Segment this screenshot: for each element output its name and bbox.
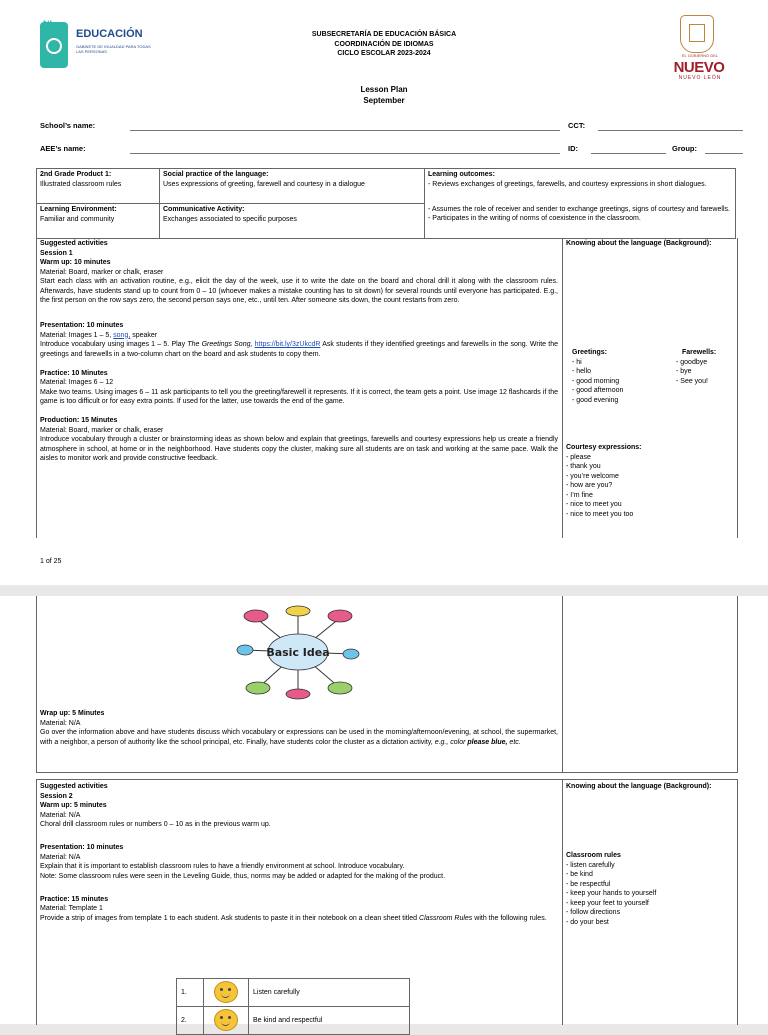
presentation-title: Presentation: 10 minutes [40, 322, 124, 329]
warmup-text-2: Choral drill classroom rules or numbers 0 – 10 as in the previous warm up. [40, 821, 271, 828]
rule-item: - be kind [566, 871, 593, 878]
aee-name-field[interactable] [130, 153, 560, 154]
classroom-rules-label: Classroom rules [566, 852, 621, 859]
header-line-3: CICLO ESCOLAR 2023-2024 [337, 50, 431, 57]
presentation-text-b: Ask students if they identified greetings and farewells in the song. Write the greetings and farewells in a two-column chart on the board and ask students to copy them. [40, 341, 559, 358]
header-line-2: COORDINACIÓN DE IDIOMAS [334, 40, 434, 48]
rule-text: Be kind and respectful [249, 1007, 410, 1035]
presentation-text-2: Explain that it is important to establish classroom rules to have a friendly environment at school. Introduce vocabulary. [40, 863, 405, 870]
rule-image-cell [204, 1007, 249, 1035]
learning-outcomes-cont-cell [425, 204, 736, 239]
group-field[interactable] [705, 153, 743, 154]
gov-logo-text: NUEVO [673, 59, 725, 76]
warmup-text: Start each class with an activation routine, e.g., elicit the day of the week, use it to write the date on the board and choral drill it along with the classroom rules. Afterwards, have students stand up to count from 0 – 10 (whoever makes a mistake counting has to sit down) for several rounds until everyone has participated. E.g., the first person on the row says zero, the second person says one, etc., until ten. After someone sits down, the count restarts from zero. [40, 278, 558, 304]
rule-item: - keep your feet to yourself [566, 899, 649, 907]
presentation-title-2: Presentation: 10 minutes [40, 844, 124, 851]
rule-number: 1. [177, 979, 204, 1007]
production-title: Production: 15 Minutes [40, 417, 118, 424]
learning-outcomes-cell [425, 169, 736, 204]
wrapup-material: Material: N/A [40, 719, 81, 727]
outcome-1: - Reviews exchanges of greetings, farewells, and courtesy expressions in short dialogues. [428, 180, 707, 188]
social-practice-cell [160, 169, 425, 204]
smiling-emoji-icon [214, 1009, 238, 1031]
month-title: September [363, 96, 405, 105]
wrapup-text [40, 728, 558, 747]
listening-emoji-icon [214, 981, 238, 1003]
learning-outcomes-label: Learning outcomes: [428, 171, 495, 178]
presentation-material-2: Material: N/A [40, 853, 81, 861]
production-material: Material: Board, marker or chalk, eraser [40, 426, 164, 434]
rule-text: Listen carefully [249, 979, 410, 1007]
rules-table [176, 978, 410, 1035]
practice-text-2-b: with the following rules. [474, 914, 547, 922]
presentation-text [40, 340, 558, 359]
practice-material-2: Material: Template 1 [40, 905, 103, 912]
gov-state-text: NUEVO LEÓN [678, 75, 722, 81]
rule-item: - do your best [566, 918, 609, 926]
rule-item: - listen carefully [566, 861, 615, 869]
courtesy-item: - how are you? [566, 482, 613, 489]
classroom-rules-list [566, 851, 732, 927]
environment-cell [37, 204, 160, 239]
practice-text: Make two teams. Using images 6 – 11 ask participants to tell you the greeting/farewell it represents. If it is correct, the team gets a point. Use image 12 flashcards if the game is too difficult or for easy extra points. If used for the latter, use towards the end of the game. [40, 388, 558, 405]
session-2-activities [40, 782, 558, 923]
greetings-label: Greetings: [572, 349, 608, 356]
session-1-label: Session 1 [40, 249, 73, 257]
aee-name-label: AEE’s name: [40, 144, 86, 153]
product-value: Illustrated classroom rules [40, 180, 122, 188]
courtesy-item: - you’re welcome [566, 472, 619, 480]
outcome-3: - Participates in the writing of norms of coexistence in the classroom. [428, 215, 641, 222]
communicative-activity-cell [160, 204, 425, 239]
document-title [300, 84, 468, 106]
background-1 [566, 239, 732, 249]
wrapup-text-eg: e.g., color [434, 738, 466, 746]
farewell-item: - bye [676, 368, 692, 375]
activities-heading-2: Suggested activities [40, 783, 108, 790]
farewell-item: - goodbye [676, 358, 708, 366]
wrapup-background-column [562, 596, 738, 773]
warmup-title-2: Warm up: 5 minutes [40, 802, 107, 809]
practice-text-2 [40, 914, 558, 924]
background-heading-2: Knowing about the language (Background): [566, 783, 712, 790]
social-practice-value: Uses expressions of greeting, farewell and courtesy in a dialogue [163, 180, 365, 188]
courtesy-item: - nice to meet you too [566, 510, 634, 518]
header-line-1: SUBSECRETARÍA DE EDUCACIÓN BÁSICA [311, 31, 457, 38]
production-text: Introduce vocabulary through a cluster or brainstorming ideas as shown below and explain that greetings, farewells and courtesy expressions help us create a friendly atmosphere in school, at home or in the neighborhood. Have students copy the cluster, making sure all students are on task and working at the same pace. Walk the aisles to monitor work and provide constructive feedback. [40, 436, 558, 462]
cct-label: CCT: [568, 121, 586, 130]
rule-item: - be respectful [566, 880, 611, 888]
greetings-list [572, 348, 662, 405]
rule-image-cell [204, 979, 249, 1007]
outcome-2: - Assumes the role of receiver and sender to exchange greetings, signs of courtesy and farewells. [428, 205, 730, 213]
presentation-material [40, 331, 558, 341]
presentation-material-speaker: speaker [132, 331, 158, 339]
courtesy-item: - I’m fine [566, 491, 593, 499]
rule-item: - follow directions [566, 909, 621, 916]
communicative-activity-value: Exchanges associated to specific purposes [163, 215, 297, 223]
practice-title-2: Practice: 15 minutes [40, 895, 109, 903]
page-number: 1 of 25 [40, 558, 62, 565]
presentation-material-text: Material: Images 1 – 5, [40, 331, 112, 339]
school-name-label: School’s name: [40, 121, 96, 130]
greeting-item: - hi [572, 358, 582, 366]
session-2-label: Session 2 [40, 792, 73, 800]
activities-heading: Suggested activities [40, 240, 108, 247]
basic-idea-label: Basic Idea [266, 646, 330, 659]
practice-material: Material: Images 6 – 12 [40, 379, 114, 386]
courtesy-item: - please [566, 453, 591, 461]
id-label: ID: [568, 144, 578, 153]
courtesy-list [566, 443, 732, 519]
greeting-item: - good morning [572, 377, 620, 385]
farewell-item: - See you! [676, 377, 708, 385]
warmup-material: Material: Board, marker or chalk, eraser [40, 268, 164, 276]
institution-header [250, 30, 518, 59]
cct-field[interactable] [598, 130, 743, 131]
environment-value: Familiar and community [40, 215, 115, 223]
table-row [177, 979, 410, 1007]
greeting-item: - good afternoon [572, 387, 624, 394]
school-name-field[interactable] [130, 130, 560, 131]
presentation-text-a: Introduce vocabulary using images 1 – 5. Play [40, 341, 186, 348]
song-url-link[interactable]: https://bit.ly/3zUkcdR [254, 341, 321, 348]
courtesy-label: Courtesy expressions: [566, 444, 642, 451]
wrapup-section [40, 709, 558, 747]
info-table [36, 168, 736, 239]
warmup-material-2: Material: N/A [40, 811, 81, 819]
background-2 [566, 782, 732, 792]
warmup-title: Warm up: 10 minutes [40, 259, 111, 266]
presentation-note-2: Note: Some classroom rules were seen in the Leveling Guide, thus, norms may be added or adapted for the making of the product. [40, 872, 446, 880]
group-label: Group: [672, 144, 697, 153]
greeting-item: - good evening [572, 396, 619, 404]
wrapup-text-bold: please blue, [467, 738, 508, 746]
communicative-activity-label: Communicative Activity: [163, 206, 245, 213]
product-cell [37, 169, 160, 204]
wrapup-title: Wrap up: 5 Minutes [40, 710, 105, 717]
logo-subtitle: GABINETE DE IGUALDAD PARA TODAS LAS PERSONAS [76, 44, 151, 54]
logo-title: EDUCACIÓN [76, 28, 143, 40]
basic-idea-cluster-image [236, 604, 360, 700]
song-link[interactable]: song, [113, 331, 131, 339]
environment-label: Learning Environment: [40, 206, 117, 213]
courtesy-item: - nice to meet you [566, 501, 622, 508]
lesson-plan-title: Lesson Plan [360, 85, 408, 94]
rule-number: 2. [177, 1007, 204, 1035]
wrapup-text-a: Go over the information above and have students discuss which vocabulary or expressions can be used in the morning/afternoon/evening, at school, the supermarket, with a neighbor, a person of authority like the school principal, etc. Finally, have students color the cluster as a dictation activity, [40, 729, 558, 746]
farewells-label: Farewells: [682, 349, 717, 356]
greeting-item: - hello [572, 368, 592, 375]
logo-nl: NL [43, 19, 55, 29]
wrapup-text-etc: etc. [509, 738, 521, 746]
courtesy-item: - thank you [566, 463, 601, 470]
table-row [177, 1007, 410, 1035]
rule-item: - keep your hands to yourself [566, 890, 657, 897]
practice-title: Practice: 10 Minutes [40, 369, 108, 377]
social-practice-label: Social practice of the language: [163, 171, 269, 178]
id-field[interactable] [591, 153, 666, 154]
practice-text-2-a: Provide a strip of images from template 1 to each student. Ask students to paste it in their notebook on a clean sheet titled [40, 914, 418, 922]
song-title: The Greetings Song, [187, 341, 253, 348]
farewells-list [676, 348, 734, 386]
background-heading: Knowing about the language (Background): [566, 240, 712, 247]
classroom-rules-title: Classroom Rules [419, 914, 473, 922]
gov-small-text: EL GOBIERNO DEL [681, 53, 719, 58]
page-2 [0, 596, 768, 1024]
session-1-activities [40, 239, 558, 464]
product-label: 2nd Grade Product 1: [40, 171, 112, 178]
state-seal-icon [680, 15, 714, 53]
